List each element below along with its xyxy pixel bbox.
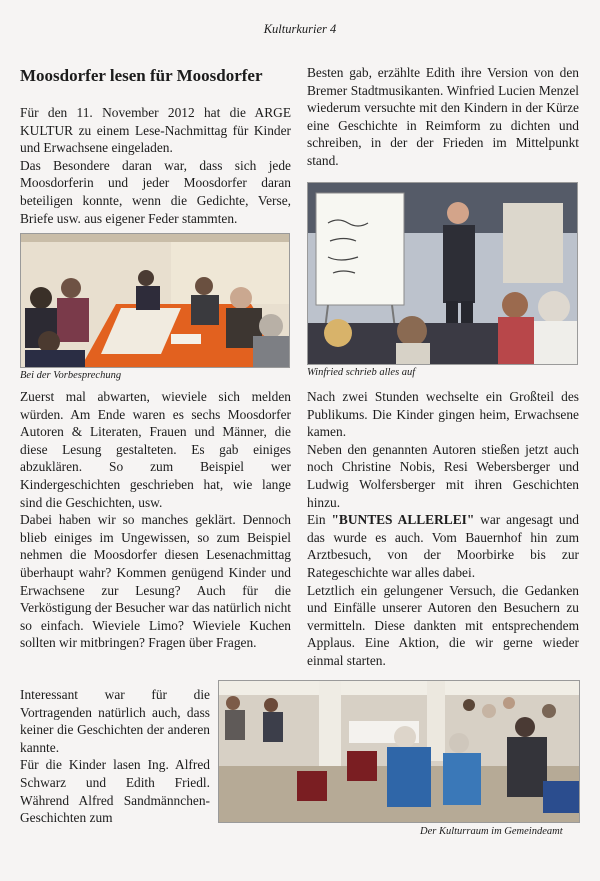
paragraph: Neben den genannten Autoren stießen jetzt auch noch Christine Nobis, Resi Webersberger und Ludwig Wolfersberger mit ihren Geschichten hinzu. bbox=[307, 441, 579, 510]
meeting-caption: Bei der Vorbesprechung bbox=[20, 370, 122, 381]
paragraph: Zuerst mal abwarten, wieviele sich melden würden. Am Ende waren es sechs Moosdorfer Autoren & Literaten, Frauen und Männer, die diese Lesung gestalteten. Es gab einiges abzuklären. So zum Beispiel wer Kindergeschichten geschrieben hat, wie lange sind die Geschichten, usw. bbox=[20, 389, 291, 510]
audience-photo bbox=[218, 680, 580, 823]
running-header: Kulturkurier 4 bbox=[263, 22, 337, 36]
right-middle bbox=[307, 388, 579, 670]
paragraph: Dabei haben wir so manches geklärt. Dennoch blieb einiges im Ungewissen, so zum Beispiel nehmen die Moosdorfer diesen Lesenachmittag überhaupt wahr? Kommen genügend Kinder und Erwachsene zur Lesung? Auch für die Verköstigung der Besucher war das natürlich nicht so einfach. Wieviele Limo? Wieviele Kuchen sollten wir mitbringen? Fragen über Fragen. bbox=[20, 512, 291, 651]
buntes-allerlei-highlight: "BUNTES ALLERLEI" bbox=[331, 512, 475, 528]
audience-caption: Der Kulturraum im Gemeindeamt bbox=[420, 826, 563, 837]
left-intro bbox=[20, 104, 291, 227]
paragraph: Letztlich ein gelungener Versuch, die Gedanken und Einfälle unserer Autoren den Besuchern zu vermitteln. Diese dankten mit entsprechendem Applaus. Eine Aktion, die wir gerne wieder einmal starten. bbox=[307, 582, 579, 668]
paragraph: Besten gab, erzählte Edith ihre Version von den Bremer Stadtmusikanten. Winfried Lucien Menzel wiederum versuchte mit den Kindern in der Kürze eine Geschichte in Reimform zu dichten und schreiben, in der der Frieden im Mittelpunkt stand. bbox=[307, 65, 579, 168]
text-run: war angesagt und das wurde es auch. Vom Bauernhof hin zum Arztbesuch, von der Moorbirke bis zur Rategeschichte war alles dabei. bbox=[307, 512, 579, 580]
article-title: Moosdorfer lesen für Moosdorfer bbox=[20, 66, 263, 85]
left-middle bbox=[20, 388, 291, 652]
paragraph: Das Besondere daran war, dass sich jede Moosdorferin und jeder Moosdorfer daran beteiligen konnte, wenn die Gedichte, Verse, Briefe usw. aus eigener Feder stammten. bbox=[20, 157, 291, 226]
paragraph bbox=[307, 511, 579, 581]
left-bottom bbox=[20, 686, 210, 827]
flipchart-photo bbox=[307, 182, 578, 365]
paragraph: Für den 11. November 2012 hat die ARGE KULTUR zu einem Lese-Nachmittag für Kinder und Erwachsene eingeladen. bbox=[20, 105, 291, 156]
flipchart-caption: Winfried schrieb alles auf bbox=[307, 367, 416, 378]
paragraph: Interessant war für die Vortragenden natürlich auch, dass keiner die Geschichten der anderen kannte. bbox=[20, 687, 210, 755]
paragraph: Für die Kinder lasen Ing. Alfred Schwarz und Edith Friedl. Während Alfred Sandmännchen-Geschichten zum bbox=[20, 757, 210, 826]
paragraph: Nach zwei Stunden wechselte ein Großteil des Publikums. Die Kinder gingen heim, Erwachsene kamen. bbox=[307, 389, 579, 440]
meeting-photo bbox=[20, 233, 290, 368]
right-intro bbox=[307, 64, 579, 170]
text-run: Ein bbox=[307, 512, 332, 528]
